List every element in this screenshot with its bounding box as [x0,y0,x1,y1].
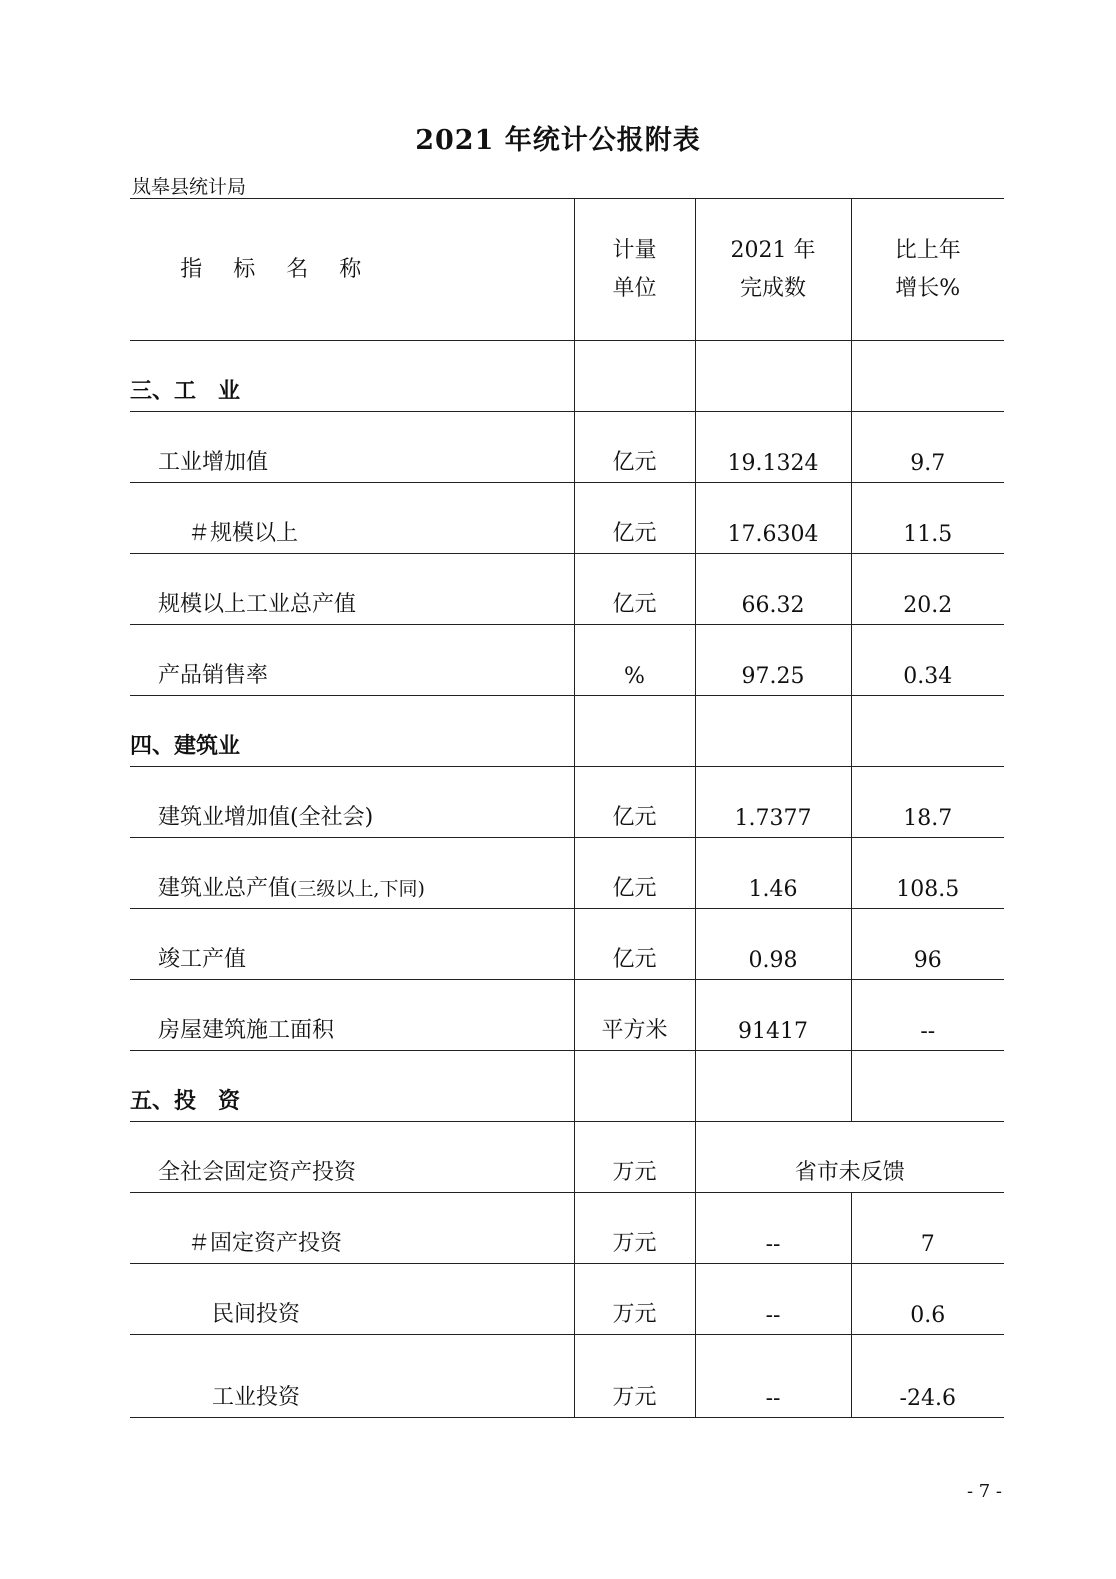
value-cell [695,341,851,412]
indicator-label: ＃规模以上 [188,521,299,546]
value-cell: -- [695,1335,851,1418]
indicator-label: 工业增加值 [158,450,269,475]
section-row [130,1051,1004,1122]
unit-cell: 亿元 [574,767,695,838]
table-row [130,483,1004,554]
indicator-name [130,909,574,980]
growth-cell: 0.6 [851,1264,1004,1335]
unit-cell [574,1051,695,1122]
indicator-label: ＃固定资产投资 [188,1231,343,1256]
value-cell: -- [695,1193,851,1264]
indicator-label: 工业投资 [212,1385,301,1410]
indicator-name [130,625,574,696]
growth-cell: 96 [851,909,1004,980]
merged-value-cell: 省市未反馈 [695,1122,1004,1193]
indicator-name [130,483,574,554]
value-cell: 0.98 [695,909,851,980]
page-number: - 7 - [966,1481,1002,1502]
header-unit [574,199,695,341]
section-title: 三、工 业 [130,341,574,412]
indicator-label: 产品销售率 [158,663,269,688]
header-value [695,199,851,341]
unit-cell [574,341,695,412]
table-row [130,767,1004,838]
value-cell: 66.32 [695,554,851,625]
indicator-name [130,838,574,909]
statistics-table [130,198,1004,1418]
section-title: 五、投 资 [130,1051,574,1122]
indicator-name [130,980,574,1051]
growth-cell: 7 [851,1193,1004,1264]
table-row [130,412,1004,483]
growth-cell [851,1051,1004,1122]
table-row [130,1335,1004,1418]
unit-cell: 亿元 [574,554,695,625]
unit-cell: 亿元 [574,483,695,554]
growth-cell [851,696,1004,767]
table-row [130,1122,1004,1193]
indicator-label: 房屋建筑施工面积 [158,1018,335,1043]
table-row [130,1193,1004,1264]
indicator-note: (三级以上,下同) [290,878,425,900]
growth-cell: -- [851,980,1004,1051]
indicator-name [130,1193,574,1264]
table-row [130,838,1004,909]
header-growth-line: 增长% [895,275,961,301]
header-indicator-name: 指 标 名 称 [130,199,574,341]
header-unit-line: 单位 [612,275,657,301]
indicator-label: 建筑业总产值 [158,876,291,901]
header-value-line: 2021 年 [730,237,816,263]
unit-cell: 平方米 [574,980,695,1051]
indicator-name [130,1335,574,1418]
table-body [130,199,1004,1418]
unit-cell: % [574,625,695,696]
document-title: 2021 年统计公报附表 [415,125,701,156]
table-row [130,625,1004,696]
indicator-name [130,554,574,625]
value-cell: 1.46 [695,838,851,909]
growth-cell: 0.34 [851,625,1004,696]
unit-cell: 万元 [574,1264,695,1335]
growth-cell: 108.5 [851,838,1004,909]
indicator-label: 全社会固定资产投资 [158,1160,357,1185]
unit-cell [574,696,695,767]
unit-cell: 万元 [574,1193,695,1264]
value-cell: 91417 [695,980,851,1051]
growth-cell [851,341,1004,412]
growth-cell: 11.5 [851,483,1004,554]
indicator-label: 竣工产值 [158,947,247,972]
indicator-name [130,412,574,483]
indicator-label: 规模以上工业总产值 [158,592,357,617]
value-cell [695,1051,851,1122]
unit-cell: 万元 [574,1122,695,1193]
unit-cell: 万元 [574,1335,695,1418]
section-row [130,341,1004,412]
table-row [130,554,1004,625]
unit-cell: 亿元 [574,838,695,909]
table-header-row [130,199,1004,341]
unit-cell: 亿元 [574,412,695,483]
growth-cell: 18.7 [851,767,1004,838]
issuing-agency: 岚皋县统计局 [132,176,247,198]
value-cell: 1.7377 [695,767,851,838]
table-row [130,909,1004,980]
header-growth [851,199,1004,341]
value-cell: 97.25 [695,625,851,696]
growth-cell: 9.7 [851,412,1004,483]
growth-cell: -24.6 [851,1335,1004,1418]
table-row [130,980,1004,1051]
indicator-label: 民间投资 [212,1302,301,1327]
indicator-name [130,1264,574,1335]
indicator-label: 建筑业增加值(全社会) [158,805,374,830]
header-value-line: 完成数 [739,275,806,301]
value-cell: -- [695,1264,851,1335]
value-cell: 19.1324 [695,412,851,483]
value-cell [695,696,851,767]
section-title: 四、建筑业 [130,696,574,767]
header-unit-line: 计量 [612,237,657,263]
value-cell: 17.6304 [695,483,851,554]
header-growth-line: 比上年 [894,237,961,263]
table-row [130,1264,1004,1335]
growth-cell: 20.2 [851,554,1004,625]
section-row [130,696,1004,767]
indicator-name [130,767,574,838]
indicator-name [130,1122,574,1193]
unit-cell: 亿元 [574,909,695,980]
